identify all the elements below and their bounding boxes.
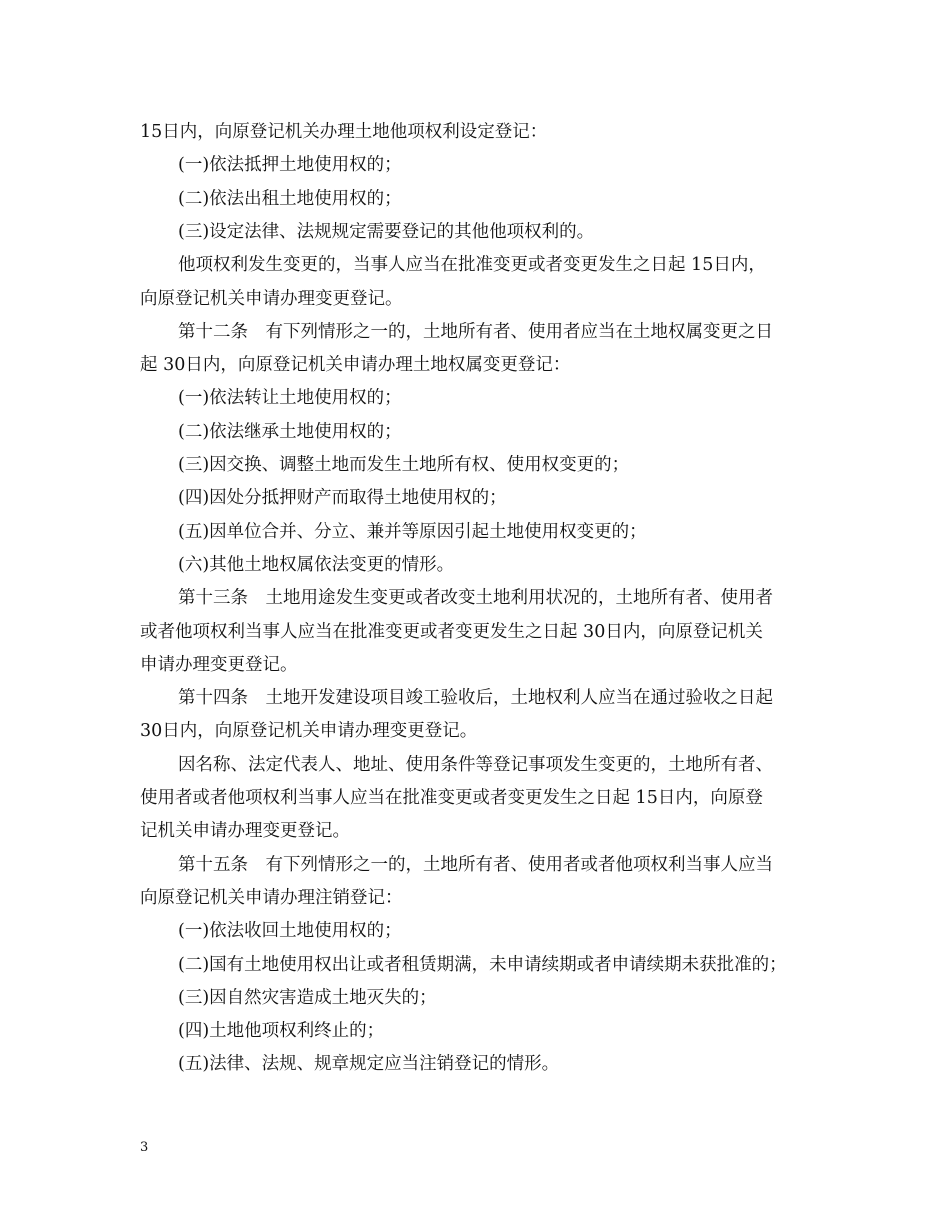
text-line: 使用者或者他项权利当事人应当在批准变更或者变更发生之日起 15日内，向原登 (140, 788, 763, 808)
text-line: (六)其他土地权属依法变更的情形。 (178, 554, 455, 575)
text-line: (一)依法抵押土地使用权的； (178, 155, 402, 176)
text-line: 或者他项权利当事人应当在批准变更或者变更发生之日起 30日内，向原登记机关 (140, 621, 763, 642)
text-line: 起 30日内，向原登记机关申请办理土地权属变更登记： (140, 355, 571, 376)
text-line: (二)国有土地使用权出让或者租赁期满，未申请续期或者申请续期未获批准的； (178, 954, 787, 975)
text-line: (四)土地他项权利终止的； (178, 1021, 385, 1042)
text-line: 第十五条 有下列情形之一的，土地所有者、使用者或者他项权利当事人应当 (178, 854, 773, 875)
page-number: 3 (140, 1140, 149, 1155)
text-line: 15日内，向原登记机关办理土地他项权利设定登记： (140, 122, 548, 142)
text-line: 30日内，向原登记机关申请办理变更登记。 (140, 721, 478, 742)
text-line: (五)法律、法规、规章规定应当注销登记的情形。 (178, 1054, 560, 1075)
text-line: (三)因交换、调整土地而发生土地所有权、使用权变更的； (178, 455, 630, 475)
text-line: 申请办理变更登记。 (140, 654, 298, 675)
text-line: 向原登记机关申请办理变更登记。 (140, 288, 403, 309)
text-line: 第十四条 土地开发建设项目竣工验收后，土地权利人应当在通过验收之日起 (178, 688, 773, 709)
text-line: (五)因单位合并、分立、兼并等原因引起土地使用权变更的； (178, 521, 647, 542)
text-line: (一)依法收回土地使用权的； (178, 921, 402, 942)
text-line: (二)依法继承土地使用权的； (178, 421, 402, 442)
text-line: 向原登记机关申请办理注销登记： (140, 887, 403, 908)
text-line: (三)因自然灾害造成土地灭失的； (178, 987, 437, 1008)
text-line: 第十三条 土地用途发生变更或者改变土地利用状况的，土地所有者、使用者 (178, 588, 773, 609)
text-line: 第十二条 有下列情形之一的，土地所有者、使用者应当在土地权属变更之日 (178, 321, 773, 342)
text-line: 记机关申请办理变更登记。 (140, 821, 350, 842)
text-line: 他项权利发生变更的，当事人应当在批准变更或者变更发生之日起 15日内， (178, 255, 766, 276)
text-line: (三)设定法律、法规规定需要登记的其他他项权利的。 (178, 221, 595, 242)
text-line: (四)因处分抵押财产而取得土地使用权的； (178, 488, 507, 509)
text-line: 因名称、法定代表人、地址、使用条件等登记事项发生变更的，土地所有者、 (178, 754, 773, 775)
text-line: (二)依法出租土地使用权的； (178, 188, 402, 209)
text-line: (一)依法转让土地使用权的； (178, 388, 402, 409)
